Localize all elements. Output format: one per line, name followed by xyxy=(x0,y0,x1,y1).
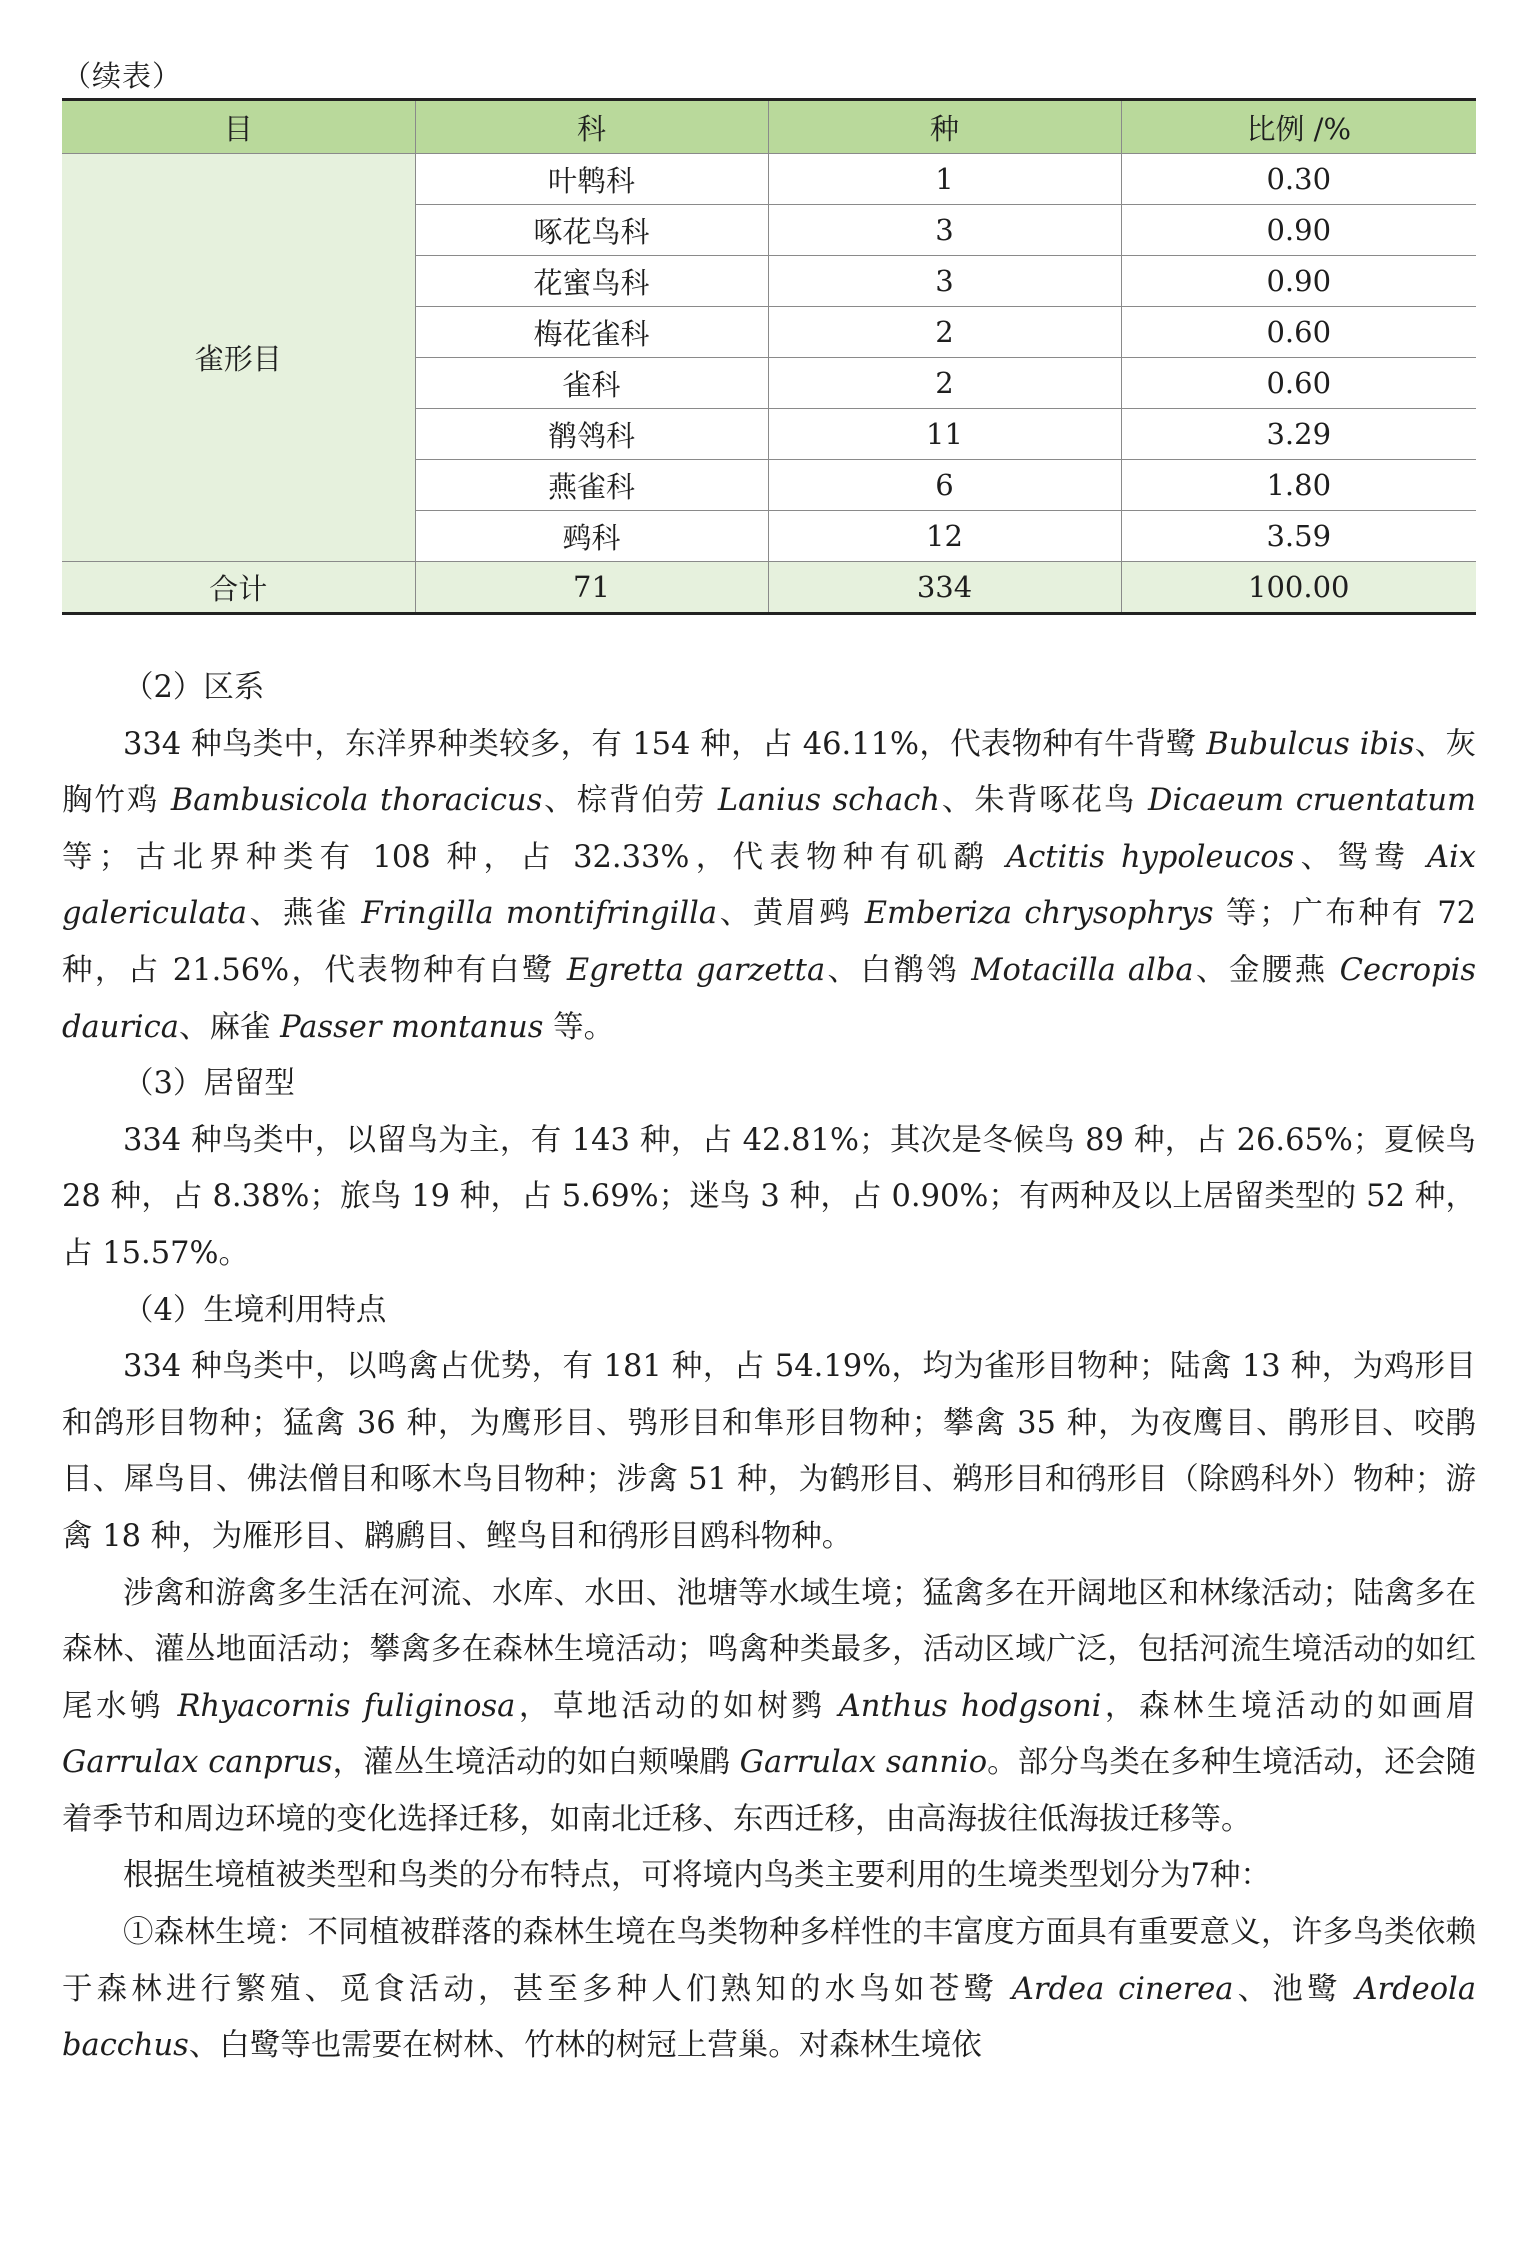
header-family: 科 xyxy=(415,100,768,154)
ratio-cell: 0.60 xyxy=(1121,358,1476,409)
ratio-cell: 0.90 xyxy=(1121,205,1476,256)
total-species: 334 xyxy=(768,562,1121,614)
species-cell: 3 xyxy=(768,205,1121,256)
bird-family-table xyxy=(62,98,1476,615)
table-continued-label: （续表） xyxy=(62,59,183,93)
family-cell: 雀科 xyxy=(415,358,768,409)
family-cell: 燕雀科 xyxy=(415,460,768,511)
species-cell: 1 xyxy=(768,154,1121,205)
body-text xyxy=(62,660,1476,2075)
paragraph-fauna: 334 种鸟类中，东洋界种类较多，有 154 种，占 46.11%，代表物种有牛背鹭 Bubulcus ibis、灰胸竹鸡 Bambusicola thoracicus、棕背伯劳 Lanius schach、朱背啄花鸟 Dicaeum cruentatum 等；古北界种类有 108 种，占 32.33%，代表物种有矶鹬 Actitis hypoleucos、鸳鸯 Aix galericulata、燕雀 Fringilla montifringilla、黄眉鹀 Emberiza chrysophrys 等；广布种有 72 种，占 21.56%，代表物种有白鹭 Egretta garzetta、白鹡鸰 Motacilla alba、金腰燕 Cecropis daurica、麻雀 Passer montanus 等。 xyxy=(62,726,1477,1045)
species-cell: 6 xyxy=(768,460,1121,511)
paragraph-habitat-activity: 涉禽和游禽多生活在河流、水库、水田、池塘等水域生境；猛禽多在开阔地区和林缘活动；陆禽多在森林、灌丛地面活动；攀禽多在森林生境活动；鸣禽种类最多，活动区域广泛，包括河流生境活动的如红尾水鸲 Rhyacornis fuliginosa，草地活动的如树鹨 Anthus hodgsoni，森林生境活动的如画眉 Garrulax canprus，灌丛生境活动的如白颊噪鹛 Garrulax sannio。部分鸟类在多种生境活动，还会随着季节和周边环境的变化选择迁移，如南北迁移、东西迁移，由高海拔往低海拔迁移等。 xyxy=(62,1575,1477,1837)
paragraph-habitat-types-intro: 根据生境植被类型和鸟类的分布特点，可将境内鸟类主要利用的生境类型划分为7种： xyxy=(123,1858,1271,1894)
species-cell: 2 xyxy=(768,358,1121,409)
section-heading-residency: （3）居留型 xyxy=(123,1066,295,1102)
order-cell: 雀形目 xyxy=(62,154,415,562)
table-total-row xyxy=(62,562,1476,614)
ratio-cell: 0.60 xyxy=(1121,307,1476,358)
family-cell: 鹀科 xyxy=(415,511,768,562)
family-cell: 鹡鸰科 xyxy=(415,409,768,460)
paragraph-habitat-groups: 334 种鸟类中，以鸣禽占优势，有 181 种，占 54.19%，均为雀形目物种；陆禽 13 种，为鸡形目和鸽形目物种；猛禽 36 种，为鹰形目、鸮形目和隼形目物种；攀禽 35 种，为夜鹰目、鹃形目、咬鹃目、犀鸟目、佛法僧目和啄木鸟目物种；涉禽 51 种，为鹤形目、鹈形目和鸻形目（除鸥科外）物种；游禽 18 种，为雁形目、䴙䴘目、鲣鸟目和鸻形目鸥科物种。 xyxy=(62,1349,1476,1554)
ratio-cell: 3.59 xyxy=(1121,511,1476,562)
species-cell: 11 xyxy=(768,409,1121,460)
family-cell: 叶鹎科 xyxy=(415,154,768,205)
section-heading-fauna: （2）区系 xyxy=(123,670,265,705)
family-cell: 梅花雀科 xyxy=(415,307,768,358)
ratio-cell: 1.80 xyxy=(1121,460,1476,511)
total-ratio: 100.00 xyxy=(1121,562,1476,614)
paragraph-forest-habitat: ①森林生境：不同植被群落的森林生境在鸟类物种多样性的丰富度方面具有重要意义，许多鸟类依赖于森林进行繁殖、觅食活动，甚至多种人们熟知的水鸟如苍鹭 Ardea cinerea、池鹭 Ardeola bacchus、白鹭等也需要在树林、竹林的树冠上营巢。对森林生境依 xyxy=(62,1915,1476,2064)
species-cell: 2 xyxy=(768,307,1121,358)
paragraph-residency: 334 种鸟类中，以留鸟为主，有 143 种，占 42.81%；其次是冬候鸟 89 种，占 26.65%；夏候鸟 28 种，占 8.38%；旅鸟 19 种，占 5.69%；迷鸟 3 种，占 0.90%；有两种及以上居留类型的 52 种，占 15.57%。 xyxy=(62,1122,1476,1271)
ratio-cell: 0.30 xyxy=(1121,154,1476,205)
species-cell: 3 xyxy=(768,256,1121,307)
section-heading-habitat: （4）生境利用特点 xyxy=(123,1292,387,1328)
table-row xyxy=(62,154,1476,205)
header-order: 目 xyxy=(62,100,415,154)
table-header-row xyxy=(62,100,1476,154)
species-cell: 12 xyxy=(768,511,1121,562)
total-label: 合计 xyxy=(62,562,415,614)
header-species: 种 xyxy=(768,100,1121,154)
family-cell: 啄花鸟科 xyxy=(415,205,768,256)
ratio-cell: 3.29 xyxy=(1121,409,1476,460)
header-ratio: 比例 /% xyxy=(1121,100,1476,154)
family-cell: 花蜜鸟科 xyxy=(415,256,768,307)
total-families: 71 xyxy=(415,562,768,614)
ratio-cell: 0.90 xyxy=(1121,256,1476,307)
